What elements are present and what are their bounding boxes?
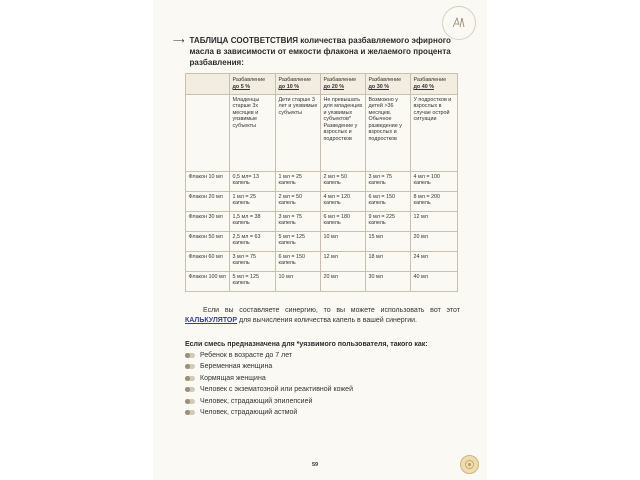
table-cell: 5 мл = 125 капель [230,272,276,292]
table-row [186,192,458,212]
table-cell: 0,5 мл= 13 капель [230,172,276,192]
table-cell: 4 мл = 120 капель [321,192,366,212]
header-cell: Разбавление до 10 % [276,74,321,95]
table-cell: 1,5 мл = 38 капель [230,212,276,232]
table-cell: 24 мл [411,252,458,272]
table-cell: 12 мл [321,252,366,272]
table-cell: 3 мл = 75 капель [366,172,411,192]
toggle-icon [185,364,195,369]
page-number: 59 [312,462,319,468]
table-cell: 8 мл = 200 капель [411,192,458,212]
arrow-right-icon: ⟶ [173,36,185,45]
table-header-row [186,74,458,95]
document-page [153,0,487,480]
table-cell: 40 мл [411,272,458,292]
header-cell: Разбавление до 20 % [321,74,366,95]
table-cell: 1 мл = 25 капель [230,192,276,212]
conditions-list [185,351,465,419]
table-cell: 20 мл [321,272,366,292]
table-cell: 20 мл [411,232,458,252]
table-cell: 10 мл [276,272,321,292]
table-corner-cell [186,74,230,95]
row-label: Флакон 50 мл [186,232,230,252]
calculator-paragraph: Если вы составляете синергию, то вы можете использовать вот этот КАЛЬКУЛЯТОР для вычисления количества капель в вашей синергии. [185,307,460,324]
table-cell: 18 мл [366,252,411,272]
table-cell: Младенцы старше 3х месяцев и уязвимые субъекты [230,95,276,172]
gold-badge-icon [460,455,479,474]
toggle-icon [185,399,195,404]
table-cell: 2,5 мл = 63 капель [230,232,276,252]
list-item: Беременная женщина [185,362,465,371]
table-cell: 6 мл = 150 капель [276,252,321,272]
table-cell: 5 мл = 125 капель [276,232,321,252]
toggle-icon [185,410,195,415]
table-cell: 30 мл [366,272,411,292]
table-cell: 15 мл [366,232,411,252]
table-row [186,172,458,192]
dilution-table [185,73,458,292]
section-heading [173,35,463,68]
list-item: Человек, страдающий астмой [185,408,465,417]
list-item: Человек, страдающий эпилепсией [185,397,465,406]
table-cell [186,95,230,172]
table-cell: Возможно у детей >36 месяцев. Обычное разведение у взрослых и подростков [366,95,411,172]
toggle-icon [185,353,195,358]
table-cell: 6 мл = 180 капель [321,212,366,232]
calculator-link[interactable]: КАЛЬКУЛЯТОР [185,317,238,324]
table-cell: 3 мл = 75 капель [230,252,276,272]
row-label: Флакон 10 мл [186,172,230,192]
table-cell: У подростков и взрослых в случае острой ситуации [411,95,458,172]
list-item: Кормящая женщина [185,374,465,383]
row-label: Флакон 20 мл [186,192,230,212]
row-label: Флакон 100 мл [186,272,230,292]
table-cell: Дети старше 3 лет и уязвимые субъекты [276,95,321,172]
table-description-row [186,95,458,172]
table-row [186,212,458,232]
table-cell: 4 мл = 100 капель [411,172,458,192]
table-cell: 3 мл = 75 капель [276,212,321,232]
header-cell: Разбавление до 30 % [366,74,411,95]
list-item: Человек с экзематозной или реактивной кожей [185,385,465,394]
row-label: Флакон 60 мл [186,252,230,272]
table-row [186,272,458,292]
table-cell: 6 мл = 150 капель [366,192,411,212]
table-cell: 12 мл [411,212,458,232]
row-label: Флакон 30 мл [186,212,230,232]
list-item: Ребенок в возрасте до 7 лет [185,351,465,360]
table-row [186,252,458,272]
table-cell: 2 мл = 50 капель [321,172,366,192]
table-cell: 9 мл = 225 капель [366,212,411,232]
table-row [186,232,458,252]
table-cell: 10 мл [321,232,366,252]
conditions-title: Если смесь предназначена для *уязвимого пользователя, такого как: [185,341,428,348]
header-cell: Разбавление до 5 % [230,74,276,95]
table-cell: 2 мл = 50 капель [276,192,321,212]
toggle-icon [185,376,195,381]
toggle-icon [185,387,195,392]
header-cell: Разбавление до 40 % [411,74,458,95]
table-cell: 1 мл = 25 капель [276,172,321,192]
table-title: ТАБЛИЦА СООТВЕТСТВИЯ количества разбавляемого эфирного масла в зависимости от емкости флакона и желаемого процента разбавления: [189,36,451,67]
table-cell: Не превышать для младенцев и уязвимых субъектов* Разведение у взрослых и подростков [321,95,366,172]
